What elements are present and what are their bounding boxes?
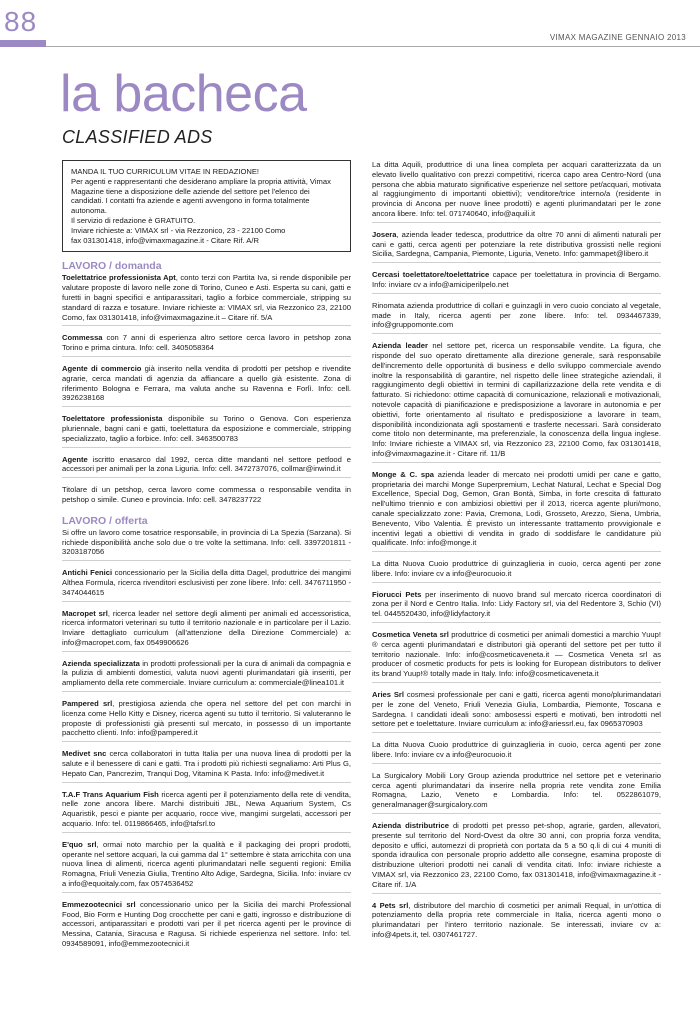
- ad-text: già inserito nella vendita di prodotti per petshop e rivendite agrarie, cerca mandati di agenzia da affiancare a quello già esistente. Zona di riferimento Bologna e Ferrara, ma valuta anche su Ravenna e Forlì. Info: cell. 3926238168: [62, 363, 351, 403]
- intro-line: Per agenti e rappresentanti che desiderano ampliare la propria attività, Vimax Magazine tiene a disposizione delle aziende del settore pet l'elenco dei candidati. I contatti fra aziende e agenti avvengono in forma totalmente autonoma.: [71, 176, 331, 216]
- ad-text: La ditta Aquili, produttrice di una linea completa per acquari caratterizzata da un elevato livello qualitativo con prezzi competitivi, ricerca capo area Centro-Nord (una persona che abbia maturato significative esperienze nel settore pet/acquari, motivata al raggiungimento di importanti obiettivi); venditore/trice interno/a (residente in provincia di Ancona per nuove linee prodotti) e agenti plurimandatari per le zone ancora libere. Info: tel. 071740640, info@aquili.it: [372, 160, 661, 218]
- classified-ad: [62, 568, 351, 601]
- ad-company: T.A.F Trans Aquarium Fish: [62, 789, 159, 799]
- classified-ad: [372, 630, 661, 683]
- classified-ad: [372, 771, 661, 814]
- classified-ad: [62, 609, 351, 652]
- right-ads-list: [372, 160, 661, 943]
- ad-text: cerca collaboratori in tutta Italia per una nuova linea di prodotti per la salute e il benessere di cani e gatti. Tra i prodotti più richiesti segnaliamo: Arti Plus G, Hepato Can, Pancrezim, Tranqui Dog, Vitamina K Pasta. Info: info@medivet.it: [62, 749, 352, 778]
- ad-company: Antichi Fenici: [62, 568, 113, 578]
- ad-text: di prodotti pet presso pet-shop, agrarie, garden, allevatori, presente sul territorio del Nord-Ovest da oltre 30 anni, con propria forza vendita, deposito e uffici, automezzi di proprietà con portata da 5 a 50 q.li di cui 4 muniti di sponda idraulica con personale proprio addetto alle consegne, esamina proposte di distribuzione ulteriori prodotti nei canali di vendita citati. Info: inviare richieste a VIMAX srl, via Rezzonico 23, 22100 Como, fax 031301418, info@vimaxmagazine.it - Citare rif. 1/A: [372, 821, 661, 889]
- ad-text: capace per toelettatura in provincia di Bergamo. Info: inviare cv a info@amiciperilpelo.net: [372, 270, 662, 289]
- intro-line: Il servizio di redazione è GRATUITO.: [71, 215, 196, 225]
- ad-company: Emmezootecnici srl: [62, 899, 136, 909]
- ad-text: produttrice di cosmetici per animali domestici a marchio Yuup!® cerca agenti plurimandatari e distributori già operanti del settore pet per tutto il territorio nazionale. Info: info@cosmeticaveneta.it — Cosmetica Veneta srl as producer of cosmetic products for pets is looking for European distributors to deliver its brand Yuup!® totally made in Italy. Info: info@cosmeticaveneta.it: [372, 630, 661, 679]
- page-subtitle: CLASSIFIED ADS: [62, 127, 213, 147]
- classified-ad: [372, 341, 661, 463]
- ad-company: Commessa: [62, 333, 103, 343]
- intro-line: Inviare richieste a: VIMAX srl - via Rezzonico, 23 - 22100 Como: [71, 225, 286, 235]
- ad-text: ricerca agenti per il potenziamento della rete di vendita, nelle zone ancora libere. Marchi distribuiti JBL, Newa Aquarium System, Cs Aquaristik, pesci e piante per acquario, rocce vive, mangimi surgelati, accessori per acquario. Info: tel. 0119866465, info@tafsrl.to: [62, 789, 352, 829]
- classified-ad: [62, 840, 351, 893]
- section-heading-offerta: LAVORO / offerta: [62, 514, 148, 527]
- ad-text: , distributore del marchio di cosmetici per animali Requal, in un'ottica di potenziamento della propria rete commerciale in Italia, ricerca agenti mono o plurimandatari per l'intero territorio nazionale. Se interessati, inviare cv a: info@4pets.it, tel. 0307461727.: [372, 900, 661, 939]
- ad-text: concessionario unico per la Sicilia dei marchi Professional Food, Bio Form e Hunting Dog crocchette per cani e gatti, ingrosso e distribuzione di accessori, antiparassitari e prodotti vari per il pet ricerca agenti per le province di Messina, Catania, Siracusa e Ragusa. Si richiede esperienza nel settore. Info: tel. 0934589091, info@emmezootecnici.it: [62, 899, 351, 949]
- classified-ad: [372, 690, 661, 733]
- page-number: 88: [4, 6, 38, 37]
- ad-company: Toelettatore professionista: [62, 414, 163, 424]
- ad-company: Toelettatrice professionista Apt: [62, 273, 176, 283]
- classified-ad: [62, 790, 351, 833]
- ad-company: Josera: [372, 229, 397, 239]
- offerta-list: [62, 528, 351, 952]
- ad-company: Cosmetica Veneta srl: [372, 630, 449, 640]
- classified-ad: [62, 273, 351, 326]
- ad-company: Azienda distributrice: [372, 821, 449, 831]
- classified-ad: [62, 749, 351, 782]
- classified-ad: [62, 528, 351, 561]
- ad-company: Azienda leader: [372, 341, 428, 351]
- classified-ad: [372, 160, 661, 223]
- classified-ad: [372, 301, 661, 334]
- classified-ad: [62, 485, 351, 508]
- ad-company: Pampered srl: [62, 699, 113, 709]
- classified-ad: [62, 455, 351, 479]
- ad-text: La ditta Nuova Cuoio produttrice di guinzaglieria in cuoio, cerca agenti per zone libere. Info: inviare cv a info@eurocuoio.it: [372, 559, 661, 578]
- classified-ad: [62, 333, 351, 357]
- classified-ad: [372, 559, 661, 583]
- ad-text: concessionario per la Sicilia della ditta Dagel, produttrice dei mangimi Althea Formula, ricerca rivenditori esclusivisti per zone libere. Info: cell. 3476711950 - 3474044615: [62, 568, 351, 597]
- ad-company: Fiorucci Pets: [372, 589, 422, 599]
- ad-company: Agente di commercio: [62, 363, 142, 373]
- ad-text: in prodotti professionali per la cura di animali da compagnia e la pulizia di ambienti domestici, valuta nuovi agenti plurimandatari già inseriti, per ampliamento della rete commerciale. Inviare curriculum a: commerciale@linea101.it: [62, 658, 351, 688]
- ad-text: con 7 anni di esperienza altro settore cerca lavoro in petshop zona Torino e prima cintura. Info: cell. 3405058364: [62, 333, 351, 353]
- ad-text: La ditta Nuova Cuoio produttrice di guinzaglieria in cuoio, cerca agenti per zone libere. Info: inviare cv a info@eurocuoio.it: [372, 740, 661, 760]
- ad-company: 4 Pets srl: [372, 900, 409, 910]
- classified-ad: [372, 901, 661, 943]
- classified-ad: [62, 699, 351, 742]
- ad-text: Titolare di un petshop, cerca lavoro come commessa o responsabile vendita in petshop o simile. Cuneo e provincia. Info: cell. 3478237722: [62, 485, 351, 504]
- intro-box: [62, 160, 351, 252]
- ad-text: , ormai noto marchio per la qualità e il packaging dei propri prodotti, operante nel settore acquari, la cui gamma dal 1° settembre è stata arricchita con una nuova linea di alimenti, ricerca agenti plurimandatari nelle seguenti regioni: Emilia Romagna, Friuli Venezia Giulia, Trentino Alto Adige, Sardegna, Sicilia. Info: inviare cv a info@equoitaly.com, fax 0574536452: [62, 839, 352, 889]
- ad-text: iscritto enasarco dal 1992, cerca ditte mandanti nel settore petfood e accessori per animali per la zona Liguria. Info: cell. 3472737076, collmar@inwind.it: [62, 454, 351, 474]
- classified-ad: [62, 659, 351, 692]
- left-column: [62, 160, 351, 959]
- ad-text: cosmesi professionale per cani e gatti, ricerca agenti mono/plurimandatari per le zone del Veneto, Friuli Venezia Giulia, Lombardia, Piemonte, Toscana e Sardegna. I candidati ideali sono: ambosessi esperti e motivati, ben introdotti nel settore pet e toelettature. Inviare curriculum a: info@ariessrl.eu, fax 0965370903: [372, 690, 661, 729]
- classified-ad: [62, 900, 351, 952]
- ad-company: Azienda specializzata: [62, 658, 140, 668]
- right-column: [372, 160, 661, 950]
- section-heading-domanda: LAVORO / domanda: [62, 260, 162, 273]
- ad-text: azienda leader di mercato nei prodotti umidi per cane e gatto, proprietaria dei marchi Monge Superpremium, Lechat Natural, Lechat e Special Dog Excellence, Special Dog, Gemon, Gran Bontà, Simba, in forte crescita di fatturato nell'ultimo triennio e con ambiziosi obiettivi per il 2013, ricerca agente pluri/mono, canale specializzato zone: Pavia, Cremona, Lodi, Grosseto, Arezzo, Siena, Umbria, Benevento, Vibo Valentia. È previsto un interessante trattamento provvigionale e incentivi legati a obiettivi di vendita in grado di soddisfare le candidature più qualificate. Info: info@monge.it: [372, 469, 661, 548]
- ad-text: , azienda leader tedesca, produttrice da oltre 70 anni di alimenti naturali per cani e gatti, cerca agenti per potenziare la rete distributiva grossisti nelle regioni Sicilia, Sardegna, Campania, Piemonte, Liguria, Veneto. Info: gammapet@libero.it: [372, 229, 661, 259]
- ad-company: E'quo srl: [62, 839, 97, 849]
- ad-text: per inserimento di nuovo brand sul mercato ricerca coordinatori di zona per il Nord e Centro Italia. Info: Lidy Factory srl, via del Redentore 3, Schio (VI) tel. 0445520430, info@lidyfactory.it: [372, 589, 662, 619]
- magazine-issue: VIMAX MAGAZINE GENNAIO 2013: [549, 33, 686, 42]
- classified-ad: [372, 230, 661, 263]
- intro-line: fax 031301418, info@vimaxmagazine.it - Citare Rif. A/R: [71, 235, 259, 245]
- ad-text: , prestigiosa azienda che opera nel settore del pet con marchi in licenza come Hello Kitty e Disney, ricerca agenti su tutto il territorio. Si valuteranno le proposte di professionisti già presenti sul mercato, in possesso di un importante pacchetto clienti. Info: info@pampered.it: [62, 699, 351, 738]
- ad-text: , conto terzi con Partita Iva, si rende disponibile per valutare proposte di lavoro nelle zone di Torino, Cuneo e Asti. Esperta su cani, gatti e furetti in bagni specifici e antiparassitari, taglio a forbice commerciale, stripping su standard di razza e tosature. Inviare richieste a: VIMAX srl, via Rezzonico 23, 22100 Como, fax 031301418, info@vimaxmagazine.it – Citare rif. 5/A: [62, 273, 351, 322]
- ad-text: Si offre un lavoro come tosatrice responsabile, in provincia di La Spezia (Sarzana). Si richiede disponibilità anche solo due o tre volte la settimana. Info: cell. 3397201811 - 3203187056: [62, 527, 351, 557]
- page-title: la bacheca: [60, 65, 307, 123]
- classified-ad: [62, 414, 351, 447]
- classified-ad: [372, 470, 661, 552]
- ad-company: Agente: [62, 454, 88, 464]
- domanda-list: [62, 273, 351, 507]
- ad-text: Rinomata azienda produttrice di collari e guinzagli in vero cuoio conciato al vegetale, made in Italy, ricerca agenti per zone libere. Info: tel. 0934467339, info@gruppomonte.com: [372, 300, 661, 330]
- classified-ad: [372, 270, 661, 294]
- ad-text: , ricerca leader nel settore degli alimenti per animali ed accessoristica, ricerca informatori veterinari su tutto il territorio nazionale e in particolare per il Lazio. Inviare dettagliato curriculum (all'attenzione della Direzione Commerciale) a: info@macropet.com, fax 0549906626: [62, 608, 351, 647]
- page-number-bar: [0, 40, 46, 47]
- ad-company: Medivet snc: [62, 749, 107, 759]
- classified-ad: [372, 740, 661, 764]
- ad-company: Monge & C. spa: [372, 469, 434, 479]
- classified-ad: [372, 590, 661, 623]
- ad-text: nel settore pet, ricerca un responsabile vendite. La figura, che risponde del suo operato direttamente alla direzione generale, sarà responsabile dell'incremento delle opportunità di business e dello sviluppo commerciale avendo inoltre la responsabilità di garantire, nel rispetto delle linee strategiche aziendali, il raggiungimento degli obiettivi in termini di capillarizzazione della rete vendita e di fatturato. Si richiedono: ottime capacità di comunicazione, relazionali e motivazionali, notevole capacità di pianificazione e predisposizione a lavorare in autonomia e per obiettivi, forte orientamento al risultato e predisposizione a lavorare in team, disponibilità incondizionata agli spostamenti e trasferte necessari. Sarà considerato come titolo non determinante, ma preferenziale, la conoscenza della lingua inglese. Info: Inviare richieste a VIMAX srl, via Rezzonico 23, 22100 Como, fax 031301418, info@vimaxmagazine.it - Citare rif. 11/B: [372, 341, 662, 458]
- ad-text: La Surgicalory Mobili Lory Group azienda produttrice nel settore pet e veterinario cerca agenti plurimandatari da inserire nella propria rete vendita zone Emilia Romagna, Lazio, Veneto e Lombardia. Info: tel. 0522861079, generalmanager@surgicalory.com: [372, 770, 661, 810]
- header-rule: [46, 46, 700, 47]
- ad-company: Macropet srl: [62, 608, 108, 618]
- intro-line: MANDA IL TUO CURRICULUM VITAE IN REDAZIONE!: [71, 167, 260, 176]
- ad-company: Cercasi toelettatore/toelettatrice: [372, 270, 490, 280]
- classified-ad: [372, 821, 661, 894]
- ad-company: Aries Srl: [372, 690, 404, 700]
- classified-ad: [62, 364, 351, 407]
- ad-text: disponibile su Torino o Genova. Con esperienza pluriennale, bagni cani e gatti, toelettatura da esposizione e commerciale, stripping specializzato, taglio a forbice. Info: cell. 3463500783: [62, 414, 351, 443]
